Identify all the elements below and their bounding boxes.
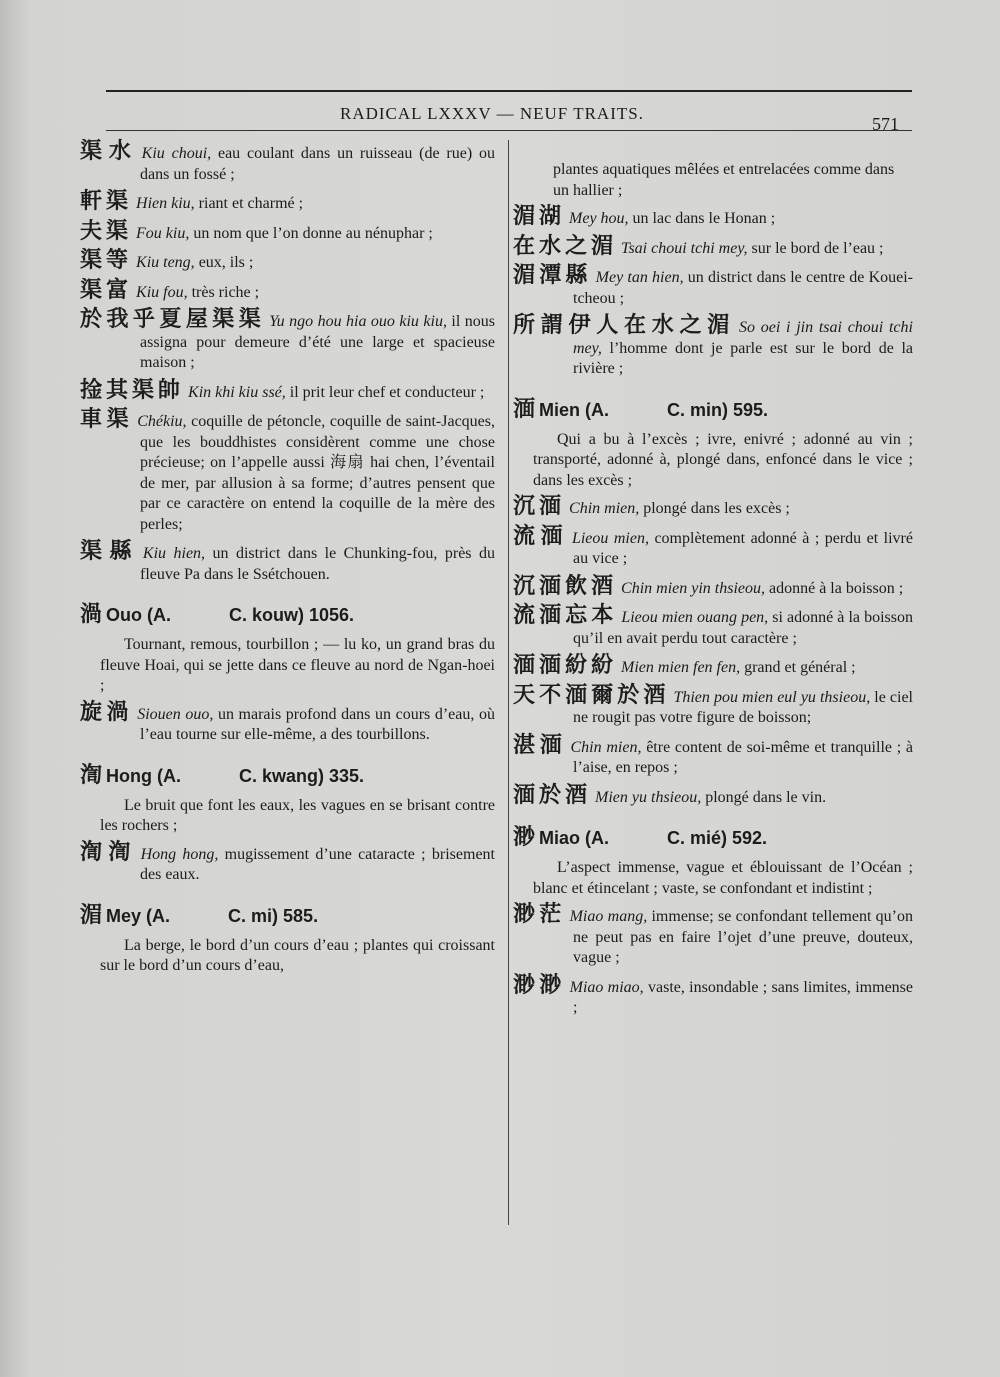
entry-definition: mugissement d’une cataracte ; brisement des eaux. <box>140 845 495 883</box>
entry-heading-mien <box>513 398 913 422</box>
dictionary-entry <box>80 139 495 185</box>
headword-character: 湄 <box>80 902 103 928</box>
chinese-characters: 軒渠 <box>80 189 133 214</box>
entry-definition: l’homme dont je parle est sur le bord de la rivière ; <box>573 339 913 377</box>
entry-definition: complètement adonné à ; perdu et livré au vice ; <box>573 529 913 567</box>
dictionary-entry <box>80 189 495 215</box>
romanization: Fou kiu, <box>136 224 190 242</box>
chinese-characters: 沉湎飲酒 <box>513 573 618 599</box>
chinese-characters: 渠縣 <box>80 539 139 564</box>
headword-character: 渺 <box>513 825 536 850</box>
chinese-characters: 湎湎紛紛 <box>513 653 618 678</box>
chinese-characters: 車渠 <box>80 407 134 432</box>
right-column <box>513 160 913 1026</box>
headword: Hong (A. <box>106 765 181 786</box>
chinese-characters: 天不湎爾於酒 <box>513 682 670 708</box>
entry-list <box>80 839 495 886</box>
definition-ouo: Tournant, remous, tourbillon ; — lu ko, un grand bras du fleuve Hoai, qui se jette dans ce fleuve au nord de Ngan-hoei ; <box>100 636 495 694</box>
romanization: Tsai choui tchi mey, <box>621 239 748 257</box>
headword-reference: C. kwang) 335. <box>239 765 365 786</box>
dictionary-entry <box>513 972 913 1019</box>
romanization: Kiu hien, <box>142 545 206 562</box>
entry-definition: sur le bord de l’eau ; <box>747 239 884 257</box>
dictionary-entry <box>513 494 913 520</box>
romanization: Chékiu, <box>137 413 187 430</box>
chinese-characters: 流湎 <box>513 523 568 549</box>
entry-definition: riant et charmé ; <box>194 195 304 212</box>
chinese-characters: 湄湖 <box>513 204 566 229</box>
entry-definition: si adonné à la boisson qu’il en avait perdu tout caractère ; <box>573 609 913 647</box>
romanization: Hien kiu, <box>136 195 195 212</box>
romanization: Siouen ouo, <box>137 705 214 723</box>
entry-definition: être content de soi-même et tranquille ; à l’aise, en repos ; <box>573 738 914 776</box>
entry-definition: grand et général ; <box>740 659 856 676</box>
chinese-characters: 渠等 <box>80 248 133 273</box>
entry-list <box>80 139 495 585</box>
entry-definition: le ciel ne rougit pas votre figure de boisson; <box>573 688 914 726</box>
entry-definition: un district dans le Chunking-fou, près du fleuve Pa dans le Ssétchouen. <box>140 545 495 583</box>
entry-definition: eau coulant dans un ruisseau (de rue) ou dans un fossé ; <box>140 145 495 183</box>
dictionary-entry <box>513 782 913 809</box>
headword-reference: C. mié) 592. <box>667 828 768 848</box>
dictionary-entry <box>80 218 495 245</box>
definition-mey-continued: plantes aquatiques mêlées et entrelacées comme dans un hallier ; <box>553 161 895 199</box>
dictionary-entry <box>80 377 495 404</box>
romanization: Miao miao, <box>569 978 644 996</box>
entry-heading-hong <box>80 764 495 788</box>
entry-definition: un marais profond dans un cours d’eau, où l’eau tourne sur elle-même, a des tourbillons. <box>140 705 495 743</box>
dictionary-entry <box>513 263 913 309</box>
chinese-characters: 流湎忘本 <box>513 603 618 628</box>
headword: Ouo (A. <box>106 605 172 625</box>
romanization: Kiu choui, <box>141 145 212 162</box>
dictionary-entry <box>80 307 495 374</box>
dictionary-entry <box>513 233 913 260</box>
chinese-characters: 捦其渠帥 <box>80 377 185 403</box>
chinese-characters: 湎於酒 <box>513 782 592 808</box>
header-rule-top <box>106 90 912 92</box>
entry-list <box>80 699 495 746</box>
chinese-characters: 湄潭縣 <box>513 263 592 288</box>
dictionary-entry <box>513 573 913 600</box>
dictionary-entry <box>80 839 495 886</box>
entry-definition: eux, ils ; <box>194 254 254 271</box>
chinese-characters: 渠水 <box>80 139 138 164</box>
romanization: Chin mien, <box>569 500 640 517</box>
chinese-characters: 在水之湄 <box>513 233 618 259</box>
entry-definition: plongé dans les excès ; <box>639 500 790 517</box>
dictionary-entry <box>513 653 913 679</box>
headword-reference: C. mi) 585. <box>228 905 319 926</box>
dictionary-entry <box>513 523 913 570</box>
dictionary-entry <box>80 699 495 746</box>
definition-miao: L’aspect immense, vague et éblouissant de l’Océan ; blanc et étincelant ; vaste, se confondant et indistint ; <box>533 859 913 897</box>
dictionary-entry <box>513 313 913 380</box>
romanization: Mey tan hien, <box>595 269 684 286</box>
entry-list <box>513 204 913 380</box>
entry-definition: plongé dans le vin. <box>701 788 827 806</box>
romanization: Mey hou, <box>569 210 629 227</box>
headword: Mien (A. <box>539 399 610 420</box>
entry-heading-miao <box>513 826 913 850</box>
romanization: Kiu teng, <box>136 254 195 271</box>
headword-character: 渦 <box>80 602 103 627</box>
column-divider <box>508 140 509 1225</box>
chinese-characters: 所謂伊人在水之湄 <box>513 313 735 338</box>
page-number: 571 <box>872 114 899 134</box>
chinese-characters: 沉湎 <box>513 494 566 519</box>
chinese-characters: 渺茫 <box>513 902 566 927</box>
romanization: Kin khi kiu ssé, <box>188 383 286 401</box>
chinese-characters: 於我乎夏屋渠渠 <box>80 307 266 332</box>
romanization: So oei i jin tsai choui tchi mey, <box>573 319 913 357</box>
romanization: Hong hong, <box>140 845 219 863</box>
running-title: RADICAL LXXXV — NEUF TRAITS. <box>340 104 644 123</box>
romanization: Lieou mien, <box>571 529 649 547</box>
entry-heading-ouo <box>80 603 495 627</box>
romanization: Mien yu thsieou, <box>595 788 702 806</box>
chinese-characters: 湛湎 <box>513 732 567 758</box>
headword-character: 渹 <box>80 762 103 788</box>
entry-definition: vaste, insondable ; sans limites, immense ; <box>573 978 913 1016</box>
dictionary-entry <box>513 682 914 729</box>
dictionary-entry <box>80 407 495 535</box>
dictionary-entry <box>513 204 913 230</box>
dictionary-entry <box>80 248 495 274</box>
entry-list <box>513 494 914 808</box>
dictionary-entry <box>80 277 495 304</box>
entry-definition: il nous assigna pour demeure d’été une large et spacieuse maison ; <box>140 313 495 371</box>
entry-definition: un district dans le centre de Kouei-tcheou ; <box>573 269 913 307</box>
entry-definition: immense; se confondant tellement qu’on ne peut pas en faire l’ojet d’une preuve, douteux, vague ; <box>573 908 914 966</box>
chinese-characters: 渺渺 <box>513 972 566 998</box>
chinese-characters: 渠富 <box>80 277 133 303</box>
entry-heading-mey <box>80 904 495 928</box>
headword-reference: C. min) 595. <box>667 399 769 420</box>
romanization: Yu ngo hou hia ouo kiu kiu, <box>269 313 447 330</box>
headword: Mey (A. <box>106 905 171 926</box>
romanization: Chin mien yin thsieou, <box>621 579 765 597</box>
romanization: Chin mien, <box>570 738 642 756</box>
romanization: Kiu fou, <box>136 283 188 301</box>
chinese-characters: 渹渹 <box>80 839 137 865</box>
entry-list <box>513 902 914 1019</box>
definition-mien: Qui a bu à l’excès ; ivre, enivré ; adonné au vin ; transporté, adonné à, plongé dans, enfoncé dans le vice ; dans les excès ; <box>533 430 913 489</box>
dictionary-entry <box>80 539 495 585</box>
dictionary-entry <box>513 603 913 649</box>
headword: Miao (A. <box>539 828 610 848</box>
headword-character: 湎 <box>513 396 536 422</box>
romanization: Thien pou mien eul yu thsieou, <box>673 688 871 706</box>
dictionary-entry <box>513 732 914 779</box>
definition-hong: Le bruit que font les eaux, les vagues en se brisant contre les rochers ; <box>100 796 495 834</box>
romanization: Lieou mien ouang pen, <box>621 609 769 626</box>
entry-definition: coquille de pétoncle, coquille de saint-Jacques, que les bouddhistes considèrent comme une chose précieuse; on l’appelle aussi 海扇 hai chen, l’éventail de mer, par allusion à sa forme; d’autres pensent que par ce caractère on entend la coquille de la mère des perles; <box>140 413 495 533</box>
romanization: Mien mien fen fen, <box>621 659 741 676</box>
left-column <box>80 139 495 983</box>
entry-definition: un nom que l’on donne au nénuphar ; <box>189 224 433 242</box>
entry-definition: très riche ; <box>187 283 260 301</box>
entry-definition: adonné à la boisson ; <box>765 579 904 597</box>
dictionary-entry <box>513 902 914 969</box>
header-rule-bottom <box>106 130 912 131</box>
entry-definition: il prit leur chef et conducteur ; <box>285 383 485 401</box>
headword-reference: C. kouw) 1056. <box>229 605 355 625</box>
romanization: Miao mang, <box>569 908 648 925</box>
definition-mey: La berge, le bord d’un cours d’eau ; plantes qui croissant sur le bord d’un cours d’eau, <box>100 936 495 974</box>
entry-definition: un lac dans le Honan ; <box>628 210 776 227</box>
chinese-characters: 旋渦 <box>80 699 134 725</box>
chinese-characters: 夫渠 <box>80 218 133 244</box>
